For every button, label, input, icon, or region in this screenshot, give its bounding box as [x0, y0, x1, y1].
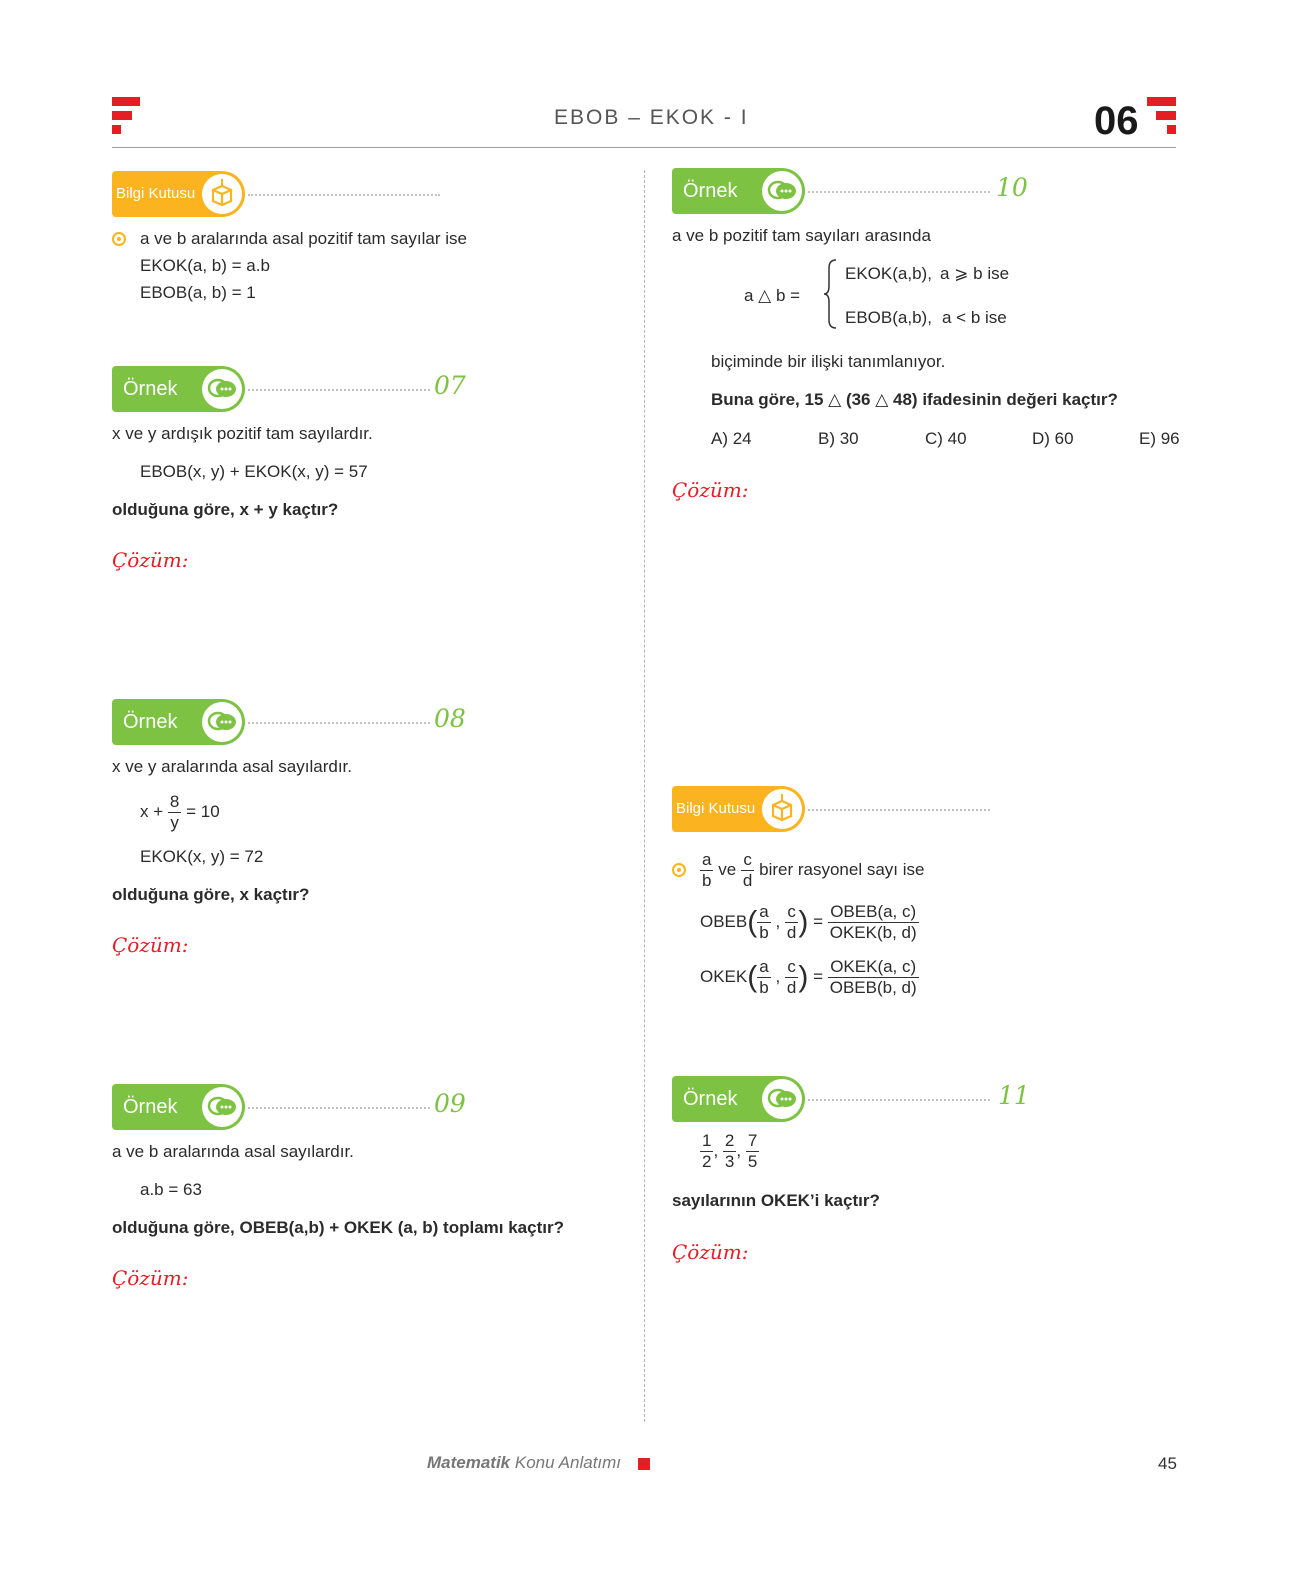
example-10-badge [672, 168, 1032, 214]
ex07-solution-label: Çözüm: [112, 548, 189, 572]
unit-logo [1146, 97, 1176, 137]
fraction: $\frac{2}{3}$ [724, 1131, 735, 1171]
obeb-result: $\frac{\text{OBEB(a, c)}}{\text{OKEK(b, d)}}$ [829, 902, 917, 942]
chat-icon [202, 702, 242, 742]
tail-text: birer rasyonel sayı ise [759, 859, 925, 879]
column-divider [644, 170, 645, 1422]
example-07-badge [112, 366, 472, 412]
example-number: 10 [996, 173, 1028, 202]
ex09-line-1: a ve b aralarında asal sayılardır. [112, 1142, 354, 1161]
box-icon [762, 789, 802, 829]
box-icon [202, 174, 242, 214]
brand-logo [112, 97, 142, 137]
ex10-line-2: biçiminde bir ilişki tanımlanıyor. [711, 352, 946, 371]
obeb-label: OBEB [700, 911, 748, 931]
example-label: Örnek [683, 180, 738, 202]
page-number: 45 [1158, 1454, 1177, 1473]
chat-icon [202, 369, 242, 409]
ex09-question: olduğuna göre, OBEB(a,b) + OKEK (a, b) toplamı kaçtır? [112, 1218, 564, 1237]
option-e[interactable]: E) 96 [1139, 429, 1180, 448]
ex09-solution-label: Çözüm: [112, 1266, 189, 1290]
ex11-question: sayılarının OKEK’i kaçtır? [672, 1191, 880, 1210]
example-09-badge [112, 1084, 472, 1130]
bullet-icon [112, 232, 126, 246]
example-08-badge [112, 699, 472, 745]
example-label: Örnek [123, 378, 178, 400]
info-line-2: EKOK(a, b) = a.b [140, 256, 270, 275]
ex10-question: Buna göre, 15 △ (36 △ 48) ifadesinin değeri kaçtır? [711, 390, 1118, 409]
unit-number: 06 [1094, 99, 1139, 143]
okek-formula: OKEK( $\frac{a}{b}$ , $\frac{c}{d}$ ) = $\frac{\text{OKEK(a, c)}}{\text{OBEB(b, d)}}$ [700, 957, 917, 997]
fraction: $\frac{1}{2}$ [702, 1131, 712, 1171]
ex10-case2-expr: EBOB(a,b), [845, 308, 932, 327]
obeb-formula: OBEB( $\frac{a}{b}$ , $\frac{c}{d}$ ) = $\frac{\text{OBEB(a, c)}}{\text{OKEK(b, d)}}$ [700, 902, 917, 942]
footer-book-title: Matematik Konu Anlatımı [427, 1453, 622, 1472]
brace-icon [822, 258, 838, 330]
ex10-case2-cond: a < b ise [942, 308, 1007, 327]
info-box-2-badge [672, 786, 1002, 832]
chat-icon [202, 1087, 242, 1127]
example-label: Örnek [123, 711, 178, 733]
option-d[interactable]: D) 60 [1032, 429, 1074, 448]
chat-icon [762, 171, 802, 211]
ex08-fraction-equation [140, 792, 220, 833]
example-number: 09 [434, 1089, 466, 1118]
ex08-question: olduğuna göre, x kaçtır? [112, 885, 310, 904]
ex11-fractions: $\frac{1}{2}$ , $\frac{2}{3}$ , $\frac{7}{5}$ [702, 1131, 758, 1171]
fraction: $\frac{7}{5}$ [747, 1131, 758, 1171]
example-number: 08 [434, 704, 466, 733]
example-11-badge [672, 1076, 1032, 1122]
ex10-case1-cond: a ⩾ b ise [940, 264, 1010, 283]
ex07-question: olduğuna göre, x + y kaçtır? [112, 500, 339, 519]
info-box-label: Bilgi Kutusu [116, 185, 196, 202]
info-line-3: EBOB(a, b) = 1 [140, 283, 256, 302]
ex08-line-1: x ve y aralarında asal sayılardır. [112, 757, 353, 776]
fraction-c-d: $\frac{c}{d}$ [742, 850, 753, 890]
example-number: 07 [434, 371, 466, 400]
chat-icon [762, 1079, 802, 1119]
example-label: Örnek [683, 1088, 738, 1110]
option-c[interactable]: C) 40 [925, 429, 967, 448]
info-box-badge [112, 171, 442, 217]
ex10-lhs: a △ b = [744, 286, 801, 305]
header-rule [112, 147, 1176, 148]
ex10-solution-label: Çözüm: [672, 478, 749, 502]
chapter-title: EBOB – EKOK - I [554, 106, 749, 129]
info-line-1: a ve b aralarında asal pozitif tam sayılar ise [140, 229, 467, 248]
info-box-label: Bilgi Kutusu [676, 800, 756, 817]
example-number: 11 [998, 1081, 1030, 1110]
ex09-equation: a.b = 63 [140, 1180, 202, 1199]
ex10-line-1: a ve b pozitif tam sayıları arasında [672, 226, 931, 245]
example-label: Örnek [123, 1096, 178, 1118]
fraction-a-b: $\frac{a}{b}$ [702, 850, 712, 890]
option-a[interactable]: A) 24 [711, 429, 752, 448]
eq-left: x + [140, 801, 164, 821]
footer-square-icon [638, 1458, 650, 1470]
ex11-solution-label: Çözüm: [672, 1240, 749, 1264]
ex07-line-1: x ve y ardışık pozitif tam sayılardır. [112, 424, 373, 443]
ex08-equation-2: EKOK(x, y) = 72 [140, 847, 264, 866]
fraction: $\frac{8}{y}$ [169, 792, 180, 832]
okek-result: $\frac{\text{OKEK(a, c)}}{\text{OBEB(b, d)}}$ [829, 957, 917, 997]
bullet-icon [672, 863, 686, 877]
ve-text: ve [718, 859, 737, 879]
info2-line-1 [700, 850, 924, 891]
okek-label: OKEK [700, 966, 748, 986]
option-b[interactable]: B) 30 [818, 429, 859, 448]
eq-right: = 10 [186, 801, 220, 821]
ex08-solution-label: Çözüm: [112, 933, 189, 957]
ex10-case1-expr: EKOK(a,b), [845, 264, 932, 283]
ex07-equation: EBOB(x, y) + EKOK(x, y) = 57 [140, 462, 368, 481]
